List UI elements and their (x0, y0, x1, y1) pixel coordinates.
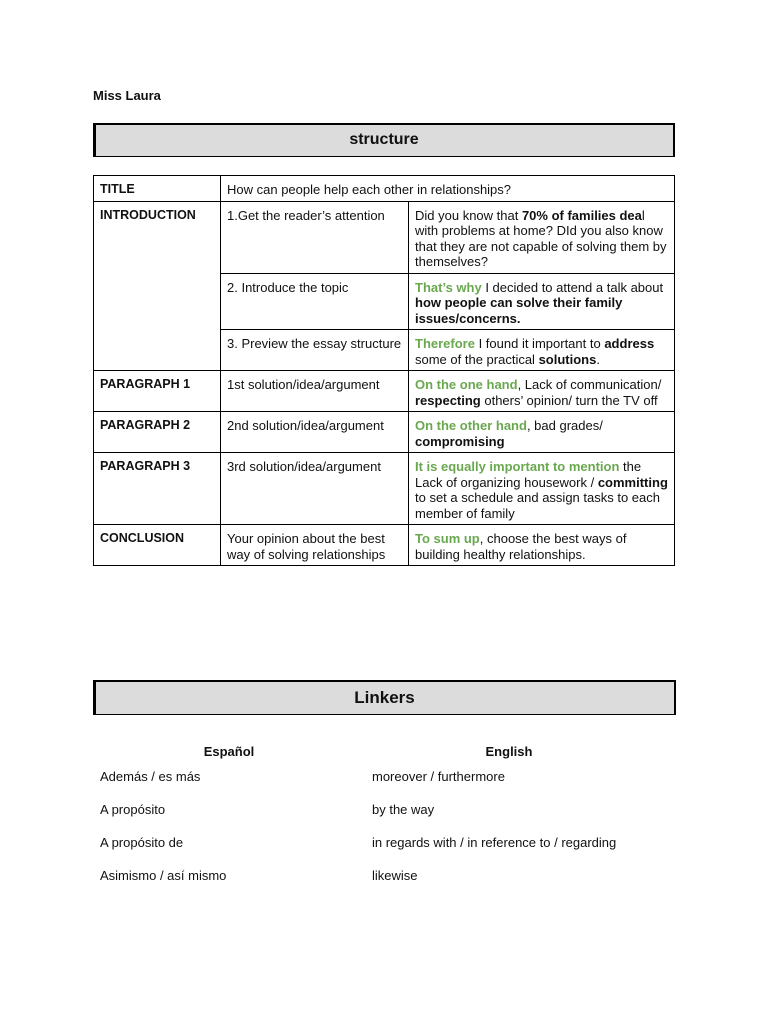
table-row (94, 453, 675, 525)
row-label: TITLE (94, 176, 221, 202)
example-emphasis: address (604, 336, 655, 351)
example-text: Did you know that (415, 207, 522, 223)
example-cell (409, 412, 675, 453)
author-name: Miss Laura (93, 88, 161, 103)
linker-phrase: To sum up (415, 531, 480, 546)
essay-title: How can people help each other in relationships? (221, 176, 675, 202)
example-text: I found it important to (474, 336, 605, 351)
row-label: PARAGRAPH 1 (94, 371, 221, 412)
example-cell (409, 453, 675, 525)
linkers-header: Linkers (93, 680, 676, 715)
example-text: l with problems at home? DId you also know that they are not capable of solving them by themselves? (415, 207, 667, 269)
linker-en: likewise (372, 868, 418, 883)
example-emphasis: how people can solve their family issues/concerns. (415, 295, 623, 326)
step-cell: 1.Get the reader’s attention (221, 201, 409, 273)
example-text: , bad grades/ (526, 418, 603, 433)
linkers-header-row (93, 741, 653, 769)
example-text: , choose the best ways of building healthy relationships. (415, 531, 627, 562)
linker-en: moreover / furthermore (372, 769, 505, 784)
table-row (94, 412, 675, 453)
table-row (93, 769, 653, 802)
column-header-english: English (485, 743, 533, 759)
row-label: CONCLUSION (94, 525, 221, 566)
row-label: PARAGRAPH 3 (94, 453, 221, 525)
step-cell: 1st solution/idea/argument (221, 371, 409, 412)
structure-table (93, 175, 675, 566)
step-cell: Your opinion about the best way of solving relationships (221, 525, 409, 566)
example-cell (409, 525, 675, 566)
example-cell (409, 371, 675, 412)
table-row (94, 525, 675, 566)
linker-phrase: Therefore (415, 336, 475, 351)
linker-en: by the way (372, 802, 435, 817)
table-row (94, 201, 675, 273)
linker-es: Además / es más (100, 769, 201, 784)
example-emphasis: compromising (415, 433, 505, 449)
example-text: , Lack of communication/ (517, 377, 662, 392)
structure-header: structure (93, 123, 675, 157)
example-emphasis: 70% of families dea (521, 207, 642, 223)
table-row (94, 371, 675, 412)
column-header-espanol: Español (203, 743, 255, 759)
linkers-table (93, 741, 653, 901)
linker-phrase: That’s why (415, 279, 482, 295)
row-label: PARAGRAPH 2 (94, 412, 221, 453)
row-label: INTRODUCTION (94, 201, 221, 371)
linker-es: A propósito de (100, 835, 184, 850)
table-row (93, 802, 653, 835)
example-cell (409, 330, 675, 371)
example-text: some of the practical (415, 351, 539, 367)
example-cell (409, 201, 675, 273)
linker-phrase: On the one hand (415, 377, 518, 392)
step-cell: 2nd solution/idea/argument (221, 412, 409, 453)
step-cell: 3rd solution/idea/argument (221, 453, 409, 525)
example-text: I decided to attend a talk about (481, 279, 664, 295)
linker-en: in regards with / in reference to / regarding (372, 835, 617, 850)
linker-es: A propósito (100, 802, 166, 817)
linker-phrase: On the other hand (415, 418, 527, 433)
table-row (93, 835, 653, 868)
table-row (94, 176, 675, 202)
step-cell: 3. Preview the essay structure (221, 330, 409, 371)
example-text: others’ opinion/ turn the TV off (480, 392, 658, 408)
linker-phrase: It is equally important to mention (415, 459, 620, 474)
linker-es: Asimismo / así mismo (100, 868, 227, 883)
example-text: the Lack of organizing housework / (415, 459, 642, 490)
example-text: to set a schedule and assign tasks to each member of family (415, 490, 660, 521)
example-emphasis: committing (597, 474, 668, 490)
example-emphasis: solutions (538, 351, 597, 367)
example-cell (409, 273, 675, 330)
step-cell: 2. Introduce the topic (221, 273, 409, 330)
example-text: . (596, 351, 600, 367)
example-emphasis: respecting (415, 392, 481, 408)
table-row (93, 868, 653, 901)
